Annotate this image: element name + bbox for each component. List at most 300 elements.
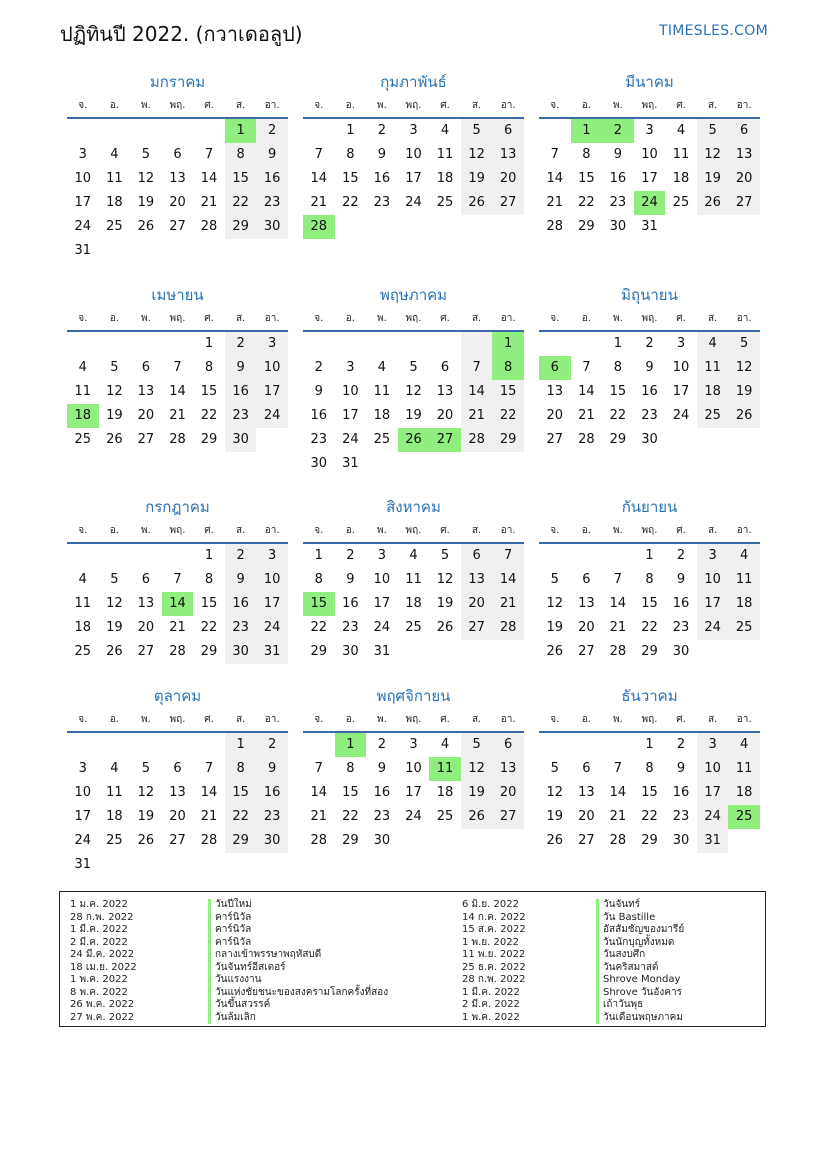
empty-cell [571, 332, 603, 356]
day-cell: 17 [256, 380, 288, 404]
day-cell: 14 [546, 171, 564, 186]
day-cell: 11 [405, 572, 422, 587]
empty-cell [429, 829, 461, 853]
empty-cell [366, 452, 398, 476]
empty-cell [162, 239, 194, 263]
day-cell: 11 [106, 785, 123, 800]
day-cell: 6 [492, 119, 524, 143]
day-grid [303, 733, 524, 853]
empty-cell [398, 215, 430, 239]
legend-date: 25 ธ.ค. 2022 [462, 961, 526, 973]
day-cell: 12 [436, 572, 454, 587]
weekday-header [539, 520, 760, 544]
day-cell: 26 [461, 805, 493, 829]
empty-cell [602, 544, 634, 568]
day-cell: 10 [672, 360, 690, 375]
empty-cell [335, 332, 367, 356]
brand-link[interactable]: TIMESLES.COM [659, 23, 768, 39]
empty-cell [492, 215, 524, 239]
day-cell: 15 [303, 592, 335, 616]
day-cell: 5 [141, 147, 151, 162]
day-cell: 18 [106, 195, 123, 210]
empty-cell [130, 853, 162, 877]
day-cell: 23 [373, 809, 391, 824]
weekday-label: อ. [109, 313, 119, 324]
day-cell: 6 [141, 360, 151, 375]
weekday-label: พ. [613, 714, 623, 725]
day-cell: 28 [546, 219, 564, 234]
legend-date: 28 ก.พ. 2022 [70, 911, 134, 923]
day-cell: 2 [377, 123, 387, 138]
day-cell: 11 [429, 757, 461, 781]
day-cell: 8 [613, 360, 623, 375]
day-cell: 28 [578, 432, 595, 447]
day-cell: 18 [67, 404, 99, 428]
day-cell: 30 [342, 644, 359, 659]
day-cell: 24 [74, 833, 92, 848]
day-cell: 4 [110, 147, 119, 162]
day-cell: 31 [641, 219, 658, 234]
empty-cell [335, 215, 367, 239]
month-name: มกราคม [149, 73, 206, 91]
weekday-header [303, 520, 524, 544]
day-cell: 18 [436, 171, 454, 186]
day-cell: 23 [641, 408, 658, 423]
day-cell: 27 [578, 644, 595, 659]
weekday-label: ศ. [204, 313, 214, 324]
legend-names-right [596, 899, 684, 1024]
day-cell: 16 [256, 781, 288, 805]
weekday-label: จ. [550, 100, 560, 111]
weekday-label: อ. [345, 100, 355, 111]
legend-holiday-name: กลางเข้าพรรษาพฤหัสบดี [208, 949, 388, 962]
day-cell: 28 [609, 644, 627, 659]
day-cell: 3 [676, 336, 686, 351]
day-grid [303, 544, 524, 664]
day-cell: 5 [440, 548, 450, 563]
day-cell: 15 [609, 384, 627, 399]
weekday-label: ศ. [440, 313, 450, 324]
day-cell: 26 [106, 644, 123, 659]
day-cell: 28 [200, 833, 218, 848]
weekday-label: ส. [471, 525, 482, 536]
day-cell: 20 [137, 620, 155, 635]
legend-date: 1 พ.ค. 2022 [462, 1011, 520, 1023]
day-cell: 17 [697, 592, 729, 616]
empty-cell [665, 428, 697, 452]
day-cell: 16 [310, 408, 328, 423]
weekday-label: อา. [500, 313, 516, 324]
legend-holiday-name: วันนักบุญทั้งหมด [596, 937, 684, 950]
day-cell: 20 [169, 809, 186, 824]
day-cell: 23 [256, 805, 288, 829]
weekday-label: ศ. [676, 100, 686, 111]
day-cell: 16 [672, 785, 690, 800]
day-cell: 11 [74, 384, 92, 399]
day-cell: 14 [162, 592, 194, 616]
day-cell: 28 [492, 616, 524, 640]
weekday-label: พ. [613, 525, 623, 536]
day-cell: 27 [169, 833, 186, 848]
weekday-label: อา. [264, 100, 280, 111]
day-cell: 10 [74, 171, 92, 186]
day-cell: 2 [645, 336, 654, 351]
weekday-label: ศ. [204, 100, 214, 111]
day-cell: 25 [74, 644, 92, 659]
day-cell: 5 [697, 119, 729, 143]
weekday-header [67, 709, 288, 733]
month-name: มีนาคม [625, 73, 674, 91]
day-grid [539, 332, 760, 452]
day-cell: 12 [405, 384, 422, 399]
day-cell: 10 [256, 356, 288, 380]
day-cell: 17 [405, 785, 422, 800]
empty-cell [728, 428, 760, 452]
day-cell: 15 [578, 171, 595, 186]
weekday-header [303, 95, 524, 119]
day-cell: 19 [106, 408, 123, 423]
day-cell: 15 [342, 785, 359, 800]
day-cell: 19 [461, 167, 493, 191]
month-2 [303, 69, 524, 239]
legend-holiday-name: วันขึ้นสวรรค์ [208, 999, 388, 1012]
day-cell: 12 [546, 785, 564, 800]
day-cell: 30 [256, 829, 288, 853]
weekday-label: อ. [345, 313, 355, 324]
day-cell: 13 [728, 143, 760, 167]
day-cell: 26 [137, 219, 155, 234]
day-cell: 27 [546, 432, 564, 447]
day-cell: 21 [200, 809, 218, 824]
legend-holiday-name: วันแห่งชัยชนะของสงครามโลกครั้งที่สอง [208, 987, 388, 1000]
day-cell: 24 [672, 408, 690, 423]
weekday-label: จ. [78, 525, 88, 536]
weekday-label: พฤ. [169, 525, 186, 536]
weekday-label: พฤ. [641, 525, 658, 536]
weekday-label: อ. [109, 714, 119, 725]
empty-cell [162, 332, 194, 356]
weekday-label: ส. [707, 313, 718, 324]
day-cell: 27 [429, 428, 461, 452]
weekday-label: ส. [707, 100, 718, 111]
day-cell: 30 [256, 215, 288, 239]
day-cell: 24 [256, 616, 288, 640]
day-cell: 22 [310, 620, 328, 635]
day-cell: 5 [141, 761, 151, 776]
weekday-label: จ. [78, 714, 88, 725]
weekday-label: พฤ. [641, 100, 658, 111]
day-cell: 12 [697, 143, 729, 167]
weekday-label: พฤ. [641, 714, 658, 725]
empty-cell [162, 119, 194, 143]
day-cell: 2 [377, 737, 387, 752]
empty-cell [728, 215, 760, 239]
empty-cell [303, 332, 335, 356]
day-cell: 14 [310, 171, 328, 186]
day-cell: 15 [492, 380, 524, 404]
empty-cell [461, 829, 493, 853]
day-cell: 5 [461, 733, 493, 757]
day-cell: 3 [409, 123, 418, 138]
empty-cell [665, 215, 697, 239]
weekday-label: ศ. [676, 714, 686, 725]
day-cell: 2 [676, 548, 686, 563]
day-cell: 25 [106, 219, 123, 234]
day-cell: 21 [609, 620, 627, 635]
day-cell: 13 [137, 596, 155, 611]
empty-cell [99, 853, 131, 877]
empty-cell [303, 733, 335, 757]
day-cell: 9 [645, 360, 654, 375]
day-cell: 22 [641, 809, 658, 824]
legend-date: 27 พ.ค. 2022 [70, 1011, 135, 1023]
weekday-label: จ. [550, 313, 560, 324]
day-cell: 23 [225, 404, 257, 428]
day-cell: 8 [492, 356, 524, 380]
empty-cell [461, 452, 493, 476]
day-cell: 31 [373, 644, 391, 659]
day-cell: 16 [225, 380, 257, 404]
day-cell: 23 [672, 809, 690, 824]
legend-date: 1 ม.ค. 2022 [70, 899, 128, 910]
day-cell: 18 [405, 596, 422, 611]
day-cell: 30 [641, 432, 658, 447]
day-grid [67, 544, 288, 664]
month-11 [303, 683, 524, 853]
day-cell: 19 [546, 620, 564, 635]
day-cell: 28 [169, 644, 186, 659]
day-cell: 26 [398, 428, 430, 452]
empty-cell [429, 640, 461, 664]
day-cell: 2 [314, 360, 323, 375]
day-cell: 8 [582, 147, 591, 162]
empty-cell [256, 853, 288, 877]
weekday-label: พฤ. [405, 525, 422, 536]
day-cell: 5 [110, 360, 119, 375]
day-cell: 26 [106, 432, 123, 447]
day-cell: 22 [342, 809, 359, 824]
day-cell: 4 [697, 332, 729, 356]
day-cell: 6 [173, 147, 182, 162]
day-cell: 31 [256, 640, 288, 664]
weekday-label: อา. [736, 100, 752, 111]
empty-cell [256, 239, 288, 263]
weekday-label: อ. [109, 525, 119, 536]
day-cell: 4 [676, 123, 686, 138]
day-cell: 20 [492, 781, 524, 805]
weekday-header [539, 95, 760, 119]
day-cell: 27 [492, 805, 524, 829]
month-3 [539, 69, 760, 239]
day-cell: 30 [672, 833, 690, 848]
day-cell: 11 [728, 568, 760, 592]
day-cell: 20 [461, 592, 493, 616]
day-cell: 17 [672, 384, 690, 399]
day-cell: 16 [672, 596, 690, 611]
day-cell: 10 [641, 147, 658, 162]
day-cell: 24 [405, 809, 422, 824]
day-cell: 30 [609, 219, 627, 234]
day-cell: 7 [173, 360, 182, 375]
day-cell: 12 [461, 143, 493, 167]
day-cell: 30 [225, 428, 257, 452]
day-cell: 2 [346, 548, 355, 563]
weekday-label: พฤ. [405, 714, 422, 725]
legend-holiday-name: Shrove วันอังคาร [596, 987, 684, 1000]
weekday-label: อา. [264, 525, 280, 536]
day-cell: 30 [672, 644, 690, 659]
empty-cell [366, 215, 398, 239]
day-cell: 7 [173, 572, 182, 587]
weekday-label: พ. [377, 100, 387, 111]
day-cell: 24 [405, 195, 422, 210]
day-cell: 4 [377, 360, 387, 375]
day-cell: 29 [609, 432, 627, 447]
day-cell: 7 [461, 356, 493, 380]
day-cell: 14 [609, 785, 627, 800]
day-cell: 6 [539, 356, 571, 380]
day-cell: 2 [256, 119, 288, 143]
day-cell: 16 [373, 171, 391, 186]
day-cell: 11 [106, 171, 123, 186]
month-name: พฤษภาคม [379, 286, 448, 304]
day-cell: 26 [137, 833, 155, 848]
day-cell: 3 [346, 360, 355, 375]
weekday-label: ศ. [676, 525, 686, 536]
empty-cell [225, 239, 257, 263]
day-cell: 29 [225, 829, 257, 853]
day-cell: 22 [342, 195, 359, 210]
day-cell: 9 [613, 147, 623, 162]
day-cell: 8 [204, 360, 214, 375]
legend-holiday-name: วันจันทร์ [596, 899, 684, 912]
day-cell: 9 [314, 384, 323, 399]
month-name: เมษายน [151, 286, 204, 304]
day-cell: 9 [346, 572, 355, 587]
day-cell: 11 [697, 356, 729, 380]
empty-cell [67, 733, 99, 757]
day-cell: 7 [204, 147, 214, 162]
legend-holiday-name: วันคริสมาสต์ [596, 962, 684, 975]
month-name: สิงหาคม [386, 498, 441, 516]
weekday-label: อา. [500, 714, 516, 725]
legend-date: 24 มี.ค. 2022 [70, 949, 135, 960]
day-cell: 7 [550, 147, 559, 162]
weekday-label: ส. [471, 313, 482, 324]
page-title: ปฏิทินปี 2022. (กวาเดอลูป) [60, 22, 303, 46]
day-cell: 18 [697, 380, 729, 404]
weekday-label: อ. [581, 714, 591, 725]
empty-cell [492, 829, 524, 853]
empty-cell [130, 239, 162, 263]
weekday-label: ส. [235, 714, 246, 725]
weekday-label: พฤ. [169, 313, 186, 324]
day-cell: 29 [200, 432, 218, 447]
day-cell: 9 [676, 572, 686, 587]
empty-cell [697, 428, 729, 452]
weekday-label: ส. [235, 525, 246, 536]
day-cell: 8 [645, 761, 654, 776]
legend-holiday-name: Shrove Monday [596, 974, 684, 987]
day-cell: 9 [377, 761, 387, 776]
weekday-label: พ. [613, 313, 623, 324]
day-cell: 4 [440, 737, 450, 752]
day-cell: 20 [492, 167, 524, 191]
day-cell: 13 [546, 384, 564, 399]
day-cell: 21 [169, 620, 186, 635]
day-cell: 13 [492, 757, 524, 781]
empty-cell [492, 452, 524, 476]
empty-cell [225, 853, 257, 877]
day-cell: 27 [728, 191, 760, 215]
empty-cell [461, 332, 493, 356]
day-cell: 1 [613, 336, 623, 351]
day-cell: 6 [173, 761, 182, 776]
day-cell: 23 [256, 191, 288, 215]
day-cell: 19 [137, 809, 155, 824]
day-cell: 28 [310, 833, 328, 848]
weekday-label: พ. [141, 100, 151, 111]
legend-date: 1 มี.ค. 2022 [462, 986, 520, 998]
weekday-label: ส. [707, 525, 718, 536]
empty-cell [697, 215, 729, 239]
empty-cell [99, 119, 131, 143]
empty-cell [303, 119, 335, 143]
day-grid [67, 332, 288, 452]
day-cell: 30 [310, 456, 328, 471]
legend-date: 1 พ.ย. 2022 [462, 936, 519, 948]
weekday-label: ศ. [440, 100, 450, 111]
month-10 [67, 683, 288, 877]
day-cell: 9 [676, 761, 686, 776]
weekday-label: จ. [314, 525, 324, 536]
empty-cell [398, 332, 430, 356]
day-cell: 21 [609, 809, 627, 824]
day-cell: 13 [137, 384, 155, 399]
day-cell: 28 [169, 432, 186, 447]
day-cell: 1 [225, 119, 257, 143]
day-cell: 23 [672, 620, 690, 635]
day-cell: 17 [697, 781, 729, 805]
day-cell: 26 [546, 833, 564, 848]
weekday-label: อ. [581, 313, 591, 324]
day-cell: 7 [613, 572, 623, 587]
day-cell: 13 [578, 785, 595, 800]
day-cell: 24 [697, 805, 729, 829]
legend-holiday-name: วันเดือนพฤษภาคม [596, 1012, 684, 1025]
empty-cell [162, 544, 194, 568]
day-cell: 20 [578, 809, 595, 824]
empty-cell [67, 544, 99, 568]
day-cell: 13 [169, 785, 186, 800]
weekday-label: อา. [500, 100, 516, 111]
day-cell: 10 [256, 568, 288, 592]
empty-cell [193, 853, 225, 877]
day-cell: 24 [342, 432, 359, 447]
day-cell: 22 [492, 404, 524, 428]
day-cell: 1 [492, 332, 524, 356]
month-6 [539, 282, 760, 452]
weekday-label: จ. [78, 100, 88, 111]
day-cell: 20 [546, 408, 564, 423]
weekday-header [539, 308, 760, 332]
day-cell: 8 [314, 572, 323, 587]
day-cell: 15 [641, 596, 658, 611]
day-cell: 12 [137, 785, 155, 800]
empty-cell [429, 452, 461, 476]
weekday-label: จ. [550, 525, 560, 536]
day-cell: 25 [436, 195, 454, 210]
